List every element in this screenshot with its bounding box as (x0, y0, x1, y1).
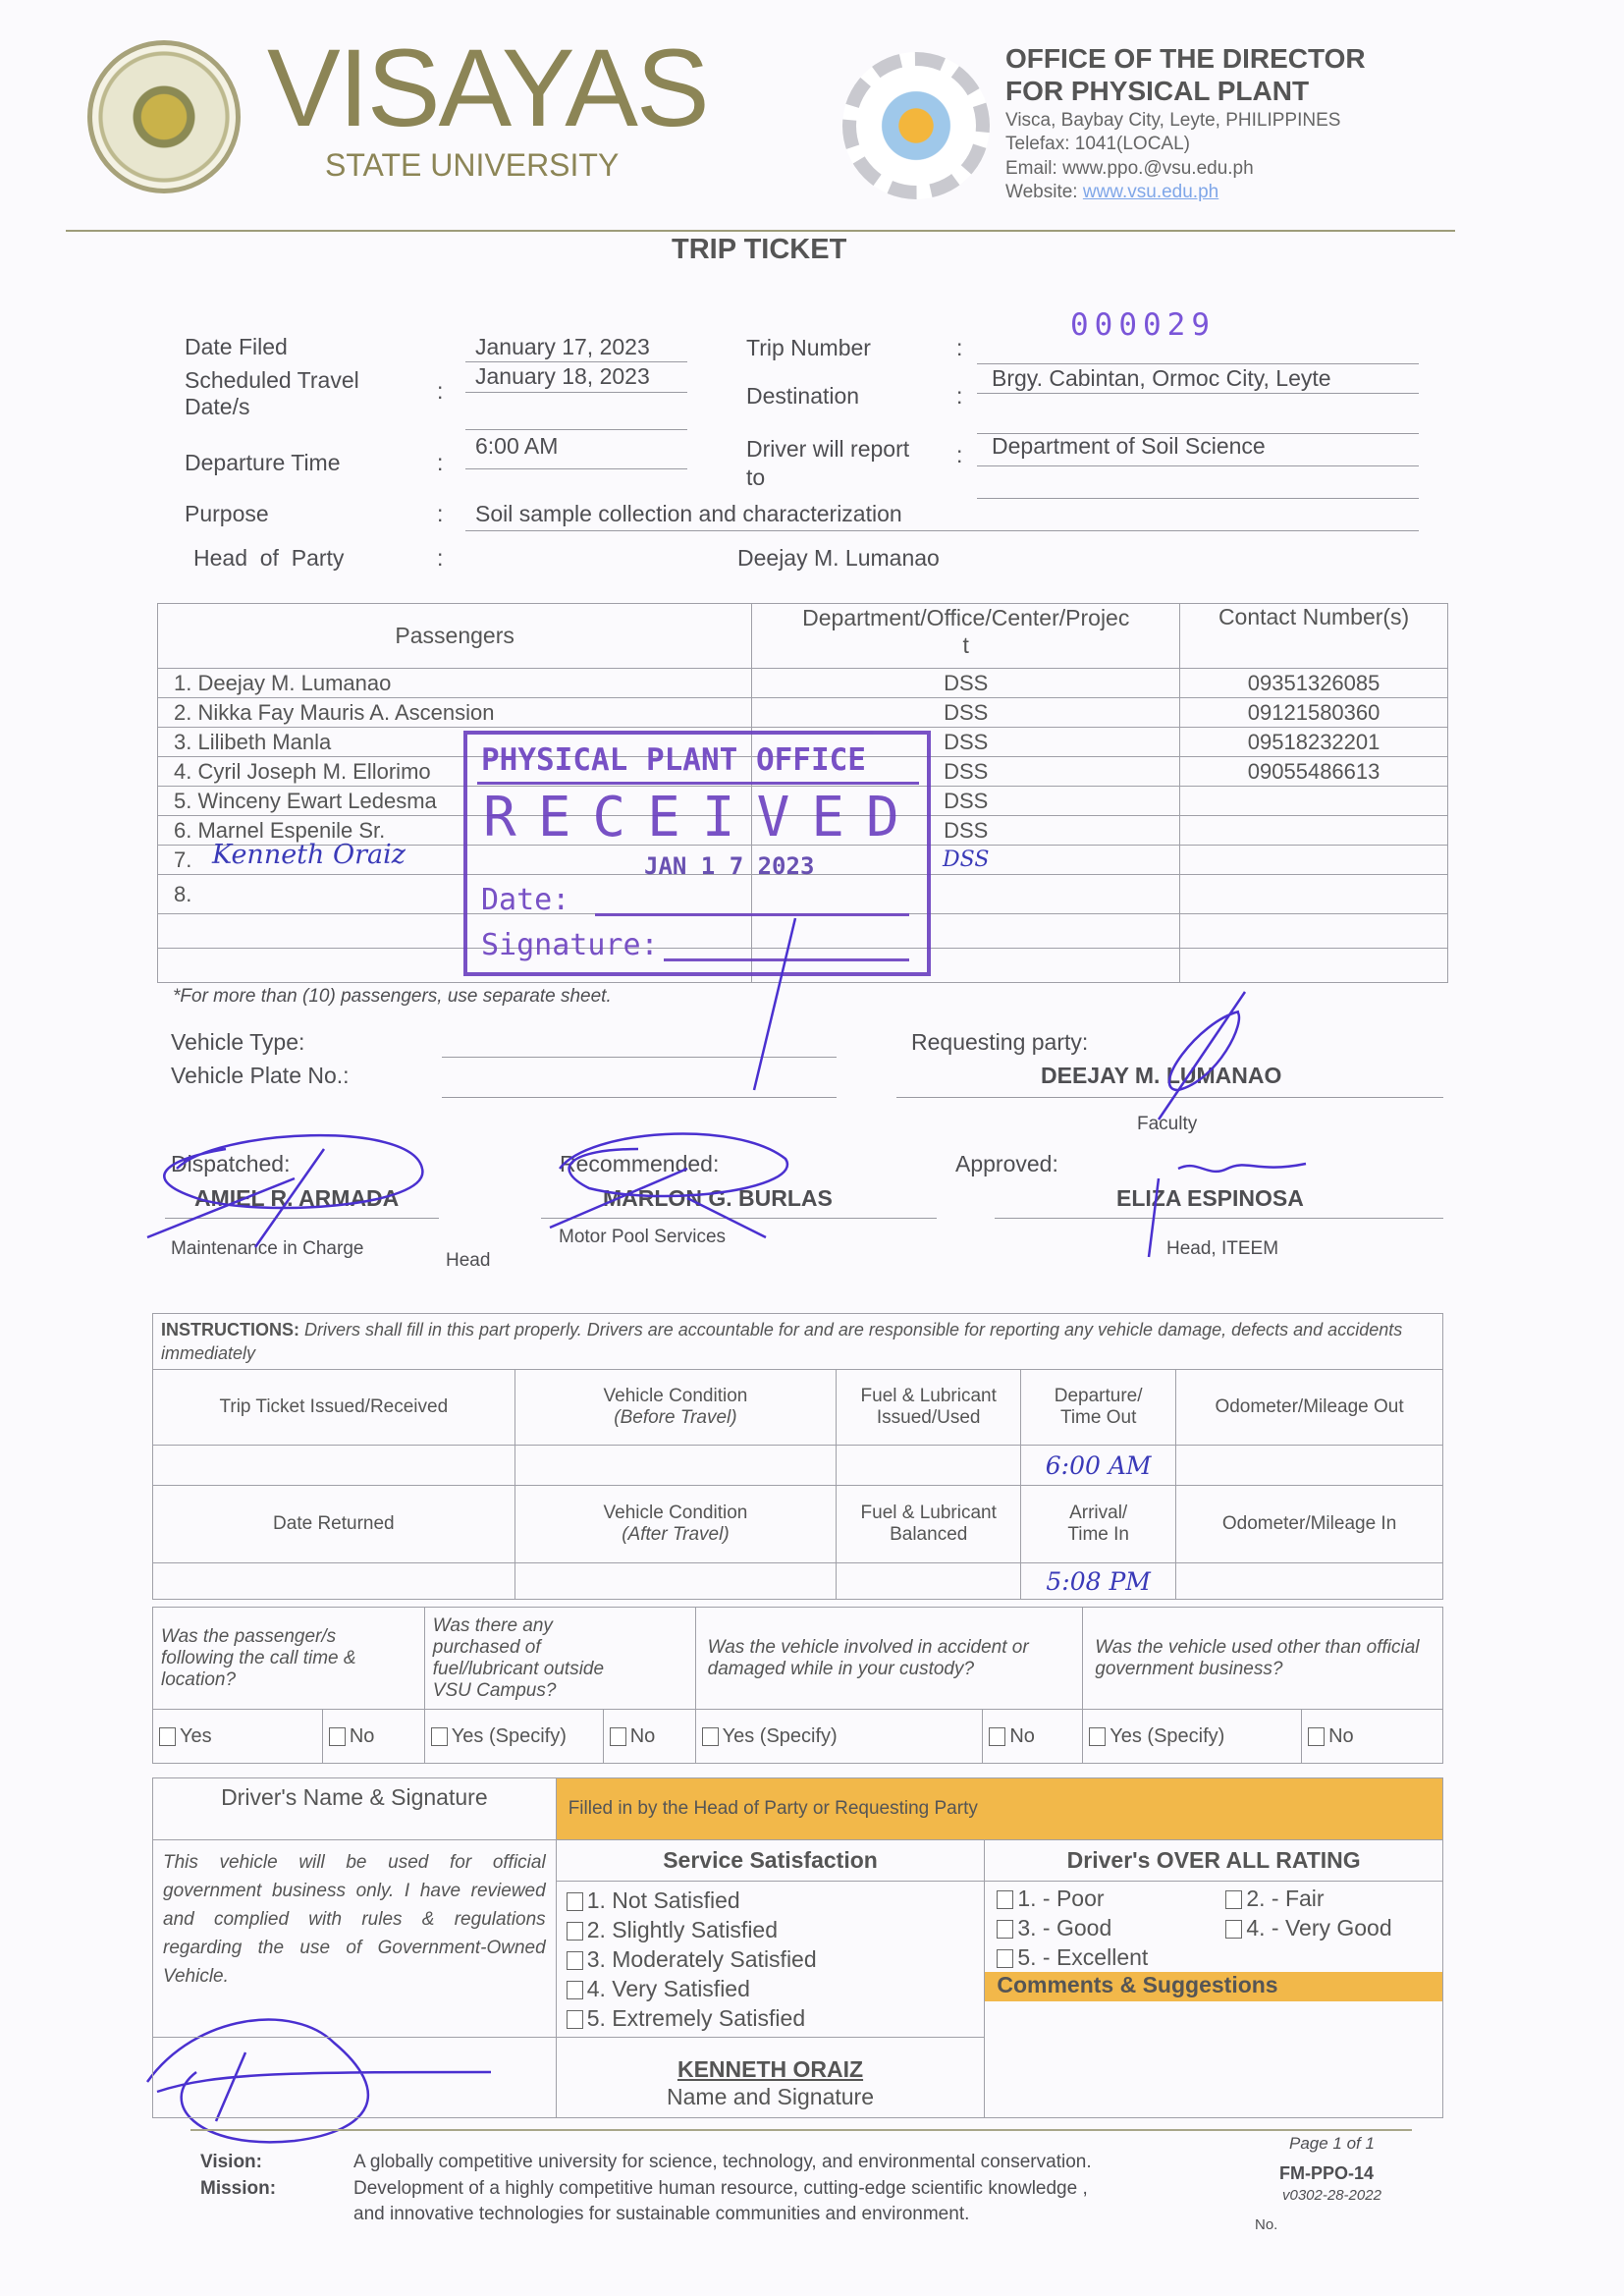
passenger-dept: DSS (752, 728, 1180, 757)
vision-label: Vision: (200, 2152, 262, 2172)
departure-label: Departure Time (185, 450, 341, 475)
checkbox[interactable] (159, 1727, 176, 1746)
option-label: No (349, 1724, 375, 1747)
option-label: No (629, 1724, 656, 1747)
vision-text: A globally competitive university for science, technology, and environmental conservation. (353, 2152, 1092, 2172)
dispatched-name: AMIEL R. ARMADA (194, 1185, 400, 1211)
page-title: TRIP TICKET (672, 234, 847, 265)
colon: : (437, 450, 444, 475)
question-4: Was the vehicle used other than official government business? (1083, 1608, 1443, 1710)
approved-name: ELIZA ESPINOSA (1116, 1185, 1304, 1211)
service-option[interactable] (567, 1886, 975, 1915)
checkbox[interactable] (567, 2010, 583, 2029)
doc-no: No. (1255, 2216, 1278, 2233)
service-label: 3. Moderately Satisfied (586, 1946, 817, 1972)
option-label: No (1328, 1724, 1354, 1747)
issued-header: Trip Ticket Issued/Received (153, 1370, 515, 1446)
rating-option[interactable] (997, 1884, 1104, 1913)
checkbox[interactable] (1225, 1920, 1242, 1939)
stamp-date: JAN 1 7 2023 (644, 852, 815, 880)
rating-option[interactable] (1225, 1884, 1324, 1913)
form-version: v0302-28-2022 (1282, 2187, 1381, 2204)
passenger-dept: DSS (752, 846, 1180, 875)
passenger-dept: DSS (752, 669, 1180, 698)
passengers-header: Passengers (158, 604, 752, 669)
driver-name-cell (556, 2038, 985, 2118)
checkbox[interactable] (997, 1949, 1013, 1968)
checkbox[interactable] (989, 1727, 1005, 1746)
driver-name: KENNETH ORAIZ (677, 2055, 864, 2082)
purpose-value: Soil sample collection and characterization (475, 501, 902, 526)
checkbox[interactable] (329, 1727, 346, 1746)
condition-before-header (514, 1370, 837, 1446)
trip-log-table (152, 1313, 1443, 1600)
signature-recommended (550, 1134, 787, 1237)
passenger-name: 8. (158, 875, 752, 914)
service-option[interactable] (567, 1915, 975, 1944)
mission-text-2: and innovative technologies for sustainable communities and environment. (353, 2204, 970, 2224)
departure-value: 6:00 AM (475, 433, 559, 459)
website-label: Website: (1005, 182, 1083, 202)
after-travel: (After Travel) (622, 1524, 730, 1545)
vehicle-plate-label: Vehicle Plate No.: (171, 1063, 350, 1088)
dispatched-title: Maintenance in Charge (171, 1238, 364, 1259)
colon: : (956, 442, 963, 467)
website-link[interactable]: www.vsu.edu.ph (1082, 182, 1219, 202)
purpose-label: Purpose (185, 501, 269, 526)
service-satisfaction-cell (556, 1840, 985, 2038)
condition-after-header (514, 1486, 837, 1563)
declaration: This vehicle will be used for official government business only. I have reviewed and complied with rules & regulations regarding the use of Government-Owned Vehicle. (153, 1840, 557, 2038)
service-label: 1. Not Satisfied (586, 1887, 740, 1913)
footer-divider (190, 2129, 1412, 2131)
passenger-name: 3. Lilibeth Manla (158, 728, 752, 757)
question-1: Was the passenger/s following the call time & location? (153, 1608, 425, 1710)
passenger-name: 4. Cyril Joseph M. Ellorimo (158, 757, 752, 787)
handwritten-passenger-7: Kenneth Oraiz (212, 840, 406, 870)
passenger-name: 6. Marnel Espenile Sr. (158, 816, 752, 846)
service-option[interactable] (567, 2003, 975, 2033)
filled-by-header: Filled in by the Head of Party or Requesting Party (556, 1778, 1442, 1840)
rating-label: 1. - Poor (1017, 1886, 1105, 1911)
trip-number-label: Trip Number (746, 335, 871, 360)
checkbox[interactable] (567, 1922, 583, 1941)
recommended-title: Motor Pool Services (559, 1227, 727, 1247)
option-cell[interactable] (322, 1710, 424, 1764)
vehicle-type-label: Vehicle Type: (171, 1029, 305, 1055)
date-filed-label: Date Filed (185, 334, 288, 359)
page-number: Page 1 of 1 (1289, 2134, 1375, 2153)
colon: : (437, 545, 444, 571)
signature-approved (1149, 1164, 1306, 1257)
comments-header: Comments & Suggestions (985, 1972, 1442, 2001)
date-filed-value: January 17, 2023 (475, 334, 650, 359)
service-label: 4. Very Satisfied (586, 1976, 750, 2001)
time-in-header: Arrival/ Time In (1021, 1486, 1176, 1563)
time-in-cell[interactable]: 5:08 PM (1021, 1563, 1176, 1600)
checkbox[interactable] (1225, 1890, 1242, 1909)
rating-title: Driver's OVER ALL RATING (985, 1840, 1442, 1882)
colon: : (956, 383, 963, 409)
report-value: Department of Soil Science (992, 433, 1266, 459)
checkbox[interactable] (1308, 1727, 1325, 1746)
colon: : (437, 378, 444, 404)
name-signature-caption: Name and Signature (667, 2083, 874, 2109)
approved-label: Approved: (955, 1151, 1058, 1176)
passenger-contact: 09518232201 (1180, 728, 1448, 757)
condition-before-cell[interactable] (514, 1446, 837, 1486)
university-sub: STATE UNIVERSITY (325, 147, 620, 183)
passenger-dept: DSS (752, 816, 1180, 846)
office-title-1: OFFICE OF THE DIRECTOR (1005, 43, 1366, 74)
stamp-date-label: Date: (481, 883, 570, 917)
stamp-received: RECEIVED (483, 786, 921, 849)
requesting-label: Requesting party: (911, 1029, 1089, 1055)
checkbox[interactable] (610, 1727, 626, 1746)
requesting-name: DEEJAY M. LUMANAO (1041, 1063, 1282, 1088)
option-cell[interactable] (603, 1710, 695, 1764)
office-email: Email: www.ppo.@vsu.edu.ph (1005, 158, 1254, 179)
passenger-name: 7. (158, 846, 752, 875)
comments-field[interactable] (985, 2001, 1442, 2113)
passenger-name: 1. Deejay M. Lumanao (158, 669, 752, 698)
destination-label: Destination (746, 383, 860, 409)
signature-dispatched (147, 1135, 422, 1247)
checkbox[interactable] (567, 1892, 583, 1911)
stamp-arrow-stroke (754, 918, 795, 1090)
question-2: Was there any purchased of fuel/lubricant outside VSU Campus? (424, 1608, 695, 1710)
condition-after-cell[interactable] (514, 1563, 837, 1600)
odometer-out-header: Odometer/Mileage Out (1176, 1370, 1443, 1446)
question-3: Was the vehicle involved in accident or damaged while in your custody? (695, 1608, 1083, 1710)
report-label-2: to (746, 465, 766, 490)
checkbox[interactable] (1089, 1727, 1106, 1746)
form-code: FM-PPO-14 (1279, 2163, 1375, 2183)
instructions-text: Drivers shall fill in this part properly. Drivers are accountable for and are responsible for reporting any vehicle damage, defects and accidents immediately (161, 1320, 1403, 1363)
option-label: Yes (Specify) (451, 1724, 567, 1747)
rating-option[interactable] (1225, 1913, 1391, 1942)
colon: : (437, 501, 444, 526)
odometer-out-cell[interactable] (1176, 1446, 1443, 1486)
before-travel: (Before Travel) (614, 1407, 737, 1428)
passenger-name: 5. Winceny Ewart Ledesma (158, 787, 752, 816)
signature-requesting (1159, 992, 1245, 1120)
condition-label: Vehicle Condition (603, 1386, 748, 1406)
passenger-dept: DSS (752, 787, 1180, 816)
option-label: No (1009, 1724, 1035, 1747)
fuel-issued-header: Fuel & Lubricant Issued/Used (837, 1370, 1021, 1446)
passenger-contact: 09055486613 (1180, 757, 1448, 787)
office-address: Visca, Baybay City, Leyte, PHILIPPINES (1005, 110, 1341, 131)
condition-label: Vehicle Condition (603, 1503, 748, 1523)
approved-title: Head, ITEEM (1166, 1238, 1279, 1259)
service-option[interactable] (567, 1974, 975, 2003)
option-cell[interactable] (1302, 1710, 1443, 1764)
time-out-cell[interactable]: 6:00 AM (1021, 1446, 1176, 1486)
time-out-header: Departure/ Time Out (1021, 1370, 1176, 1446)
recommended-label: Recommended: (560, 1151, 720, 1176)
report-label-1: Driver will report (746, 436, 910, 462)
rating-label: 5. - Excellent (1017, 1944, 1149, 1970)
option-cell[interactable] (983, 1710, 1083, 1764)
sched-label-1: Scheduled Travel (185, 367, 359, 393)
driver-signature-cell (153, 2038, 557, 2118)
destination-value: Brgy. Cabintan, Ormoc City, Leyte (992, 365, 1331, 391)
option-label: Yes (Specify) (1110, 1724, 1225, 1747)
dept-header-a: Department/Office/Center/Projec (802, 605, 1130, 630)
checkbox[interactable] (567, 1981, 583, 1999)
rating-cell (985, 1840, 1443, 2118)
university-name: VISAYAS (267, 27, 708, 149)
driver-header: Driver's Name & Signature (153, 1778, 557, 1840)
office-title-2: FOR PHYSICAL PLANT (1005, 76, 1310, 106)
odometer-in-cell[interactable] (1176, 1563, 1443, 1600)
checkbox[interactable] (431, 1727, 448, 1746)
dept-header-b: t (962, 632, 969, 658)
rating-label: 2. - Fair (1246, 1886, 1325, 1911)
mission-label: Mission: (200, 2178, 277, 2199)
date-returned-header: Date Returned (153, 1486, 515, 1563)
service-title: Service Satisfaction (557, 1840, 985, 1882)
option-cell[interactable] (1083, 1710, 1302, 1764)
option-cell[interactable] (424, 1710, 603, 1764)
instructions-label: INSTRUCTIONS: (161, 1320, 299, 1339)
rating-label: 3. - Good (1017, 1915, 1112, 1941)
trip-number: 000029 (1070, 307, 1216, 343)
satisfaction-table (152, 1777, 1443, 2118)
dispatched-label: Dispatched: (171, 1151, 291, 1176)
fuel-balanced-header: Fuel & Lubricant Balanced (837, 1486, 1021, 1563)
rating-option[interactable] (997, 1913, 1111, 1942)
recommended-name: MARLON G. BURLAS (603, 1185, 833, 1211)
service-label: 2. Slightly Satisfied (586, 1917, 779, 1942)
checkbox[interactable] (997, 1890, 1013, 1909)
passenger-contact: 09121580360 (1180, 698, 1448, 728)
checkbox[interactable] (702, 1727, 719, 1746)
passenger-name: 2. Nikka Fay Mauris A. Ascension (158, 698, 752, 728)
option-label: Yes (180, 1724, 212, 1747)
office-telefax: Telefax: 1041(LOCAL) (1005, 134, 1190, 154)
option-cell[interactable] (695, 1710, 983, 1764)
option-label: Yes (Specify) (722, 1724, 838, 1747)
fuel-balanced-cell[interactable] (837, 1563, 1021, 1600)
service-option[interactable] (567, 1944, 975, 1974)
passenger-dept: DSS (752, 757, 1180, 787)
requesting-title: Faculty (1137, 1114, 1198, 1134)
questions-table (152, 1607, 1443, 1764)
rating-label: 4. - Very Good (1246, 1915, 1392, 1941)
instructions-cell (153, 1314, 1443, 1370)
passenger-note: *For more than (10) passengers, use separate sheet. (173, 986, 612, 1007)
fuel-issued-cell[interactable] (837, 1446, 1021, 1486)
colon: : (956, 335, 963, 360)
sched-value: January 18, 2023 (475, 363, 650, 389)
checkbox[interactable] (567, 1951, 583, 1970)
checkbox[interactable] (997, 1920, 1013, 1939)
passenger-contact: 09351326085 (1180, 669, 1448, 698)
head-label: Head of Party (193, 545, 345, 571)
head-text: Head (446, 1250, 491, 1271)
date-returned-cell[interactable] (153, 1563, 515, 1600)
rating-option[interactable] (997, 1942, 1148, 1972)
stamp-signature-label: Signature: (481, 928, 659, 962)
sched-label-2: Date/s (185, 394, 250, 419)
head-value: Deejay M. Lumanao (737, 545, 940, 571)
stamp-line-1: PHYSICAL PLANT OFFICE (481, 742, 866, 778)
service-label: 5. Extremely Satisfied (586, 2005, 806, 2031)
odometer-in-header: Odometer/Mileage In (1176, 1486, 1443, 1563)
mission-text-1: Development of a highly competitive human resource, cutting-edge scientific knowledge , (353, 2178, 1088, 2199)
passenger-dept: DSS (752, 698, 1180, 728)
contact-header: Contact Number(s) (1180, 604, 1448, 669)
issued-cell[interactable] (153, 1446, 515, 1486)
option-cell[interactable] (153, 1710, 323, 1764)
